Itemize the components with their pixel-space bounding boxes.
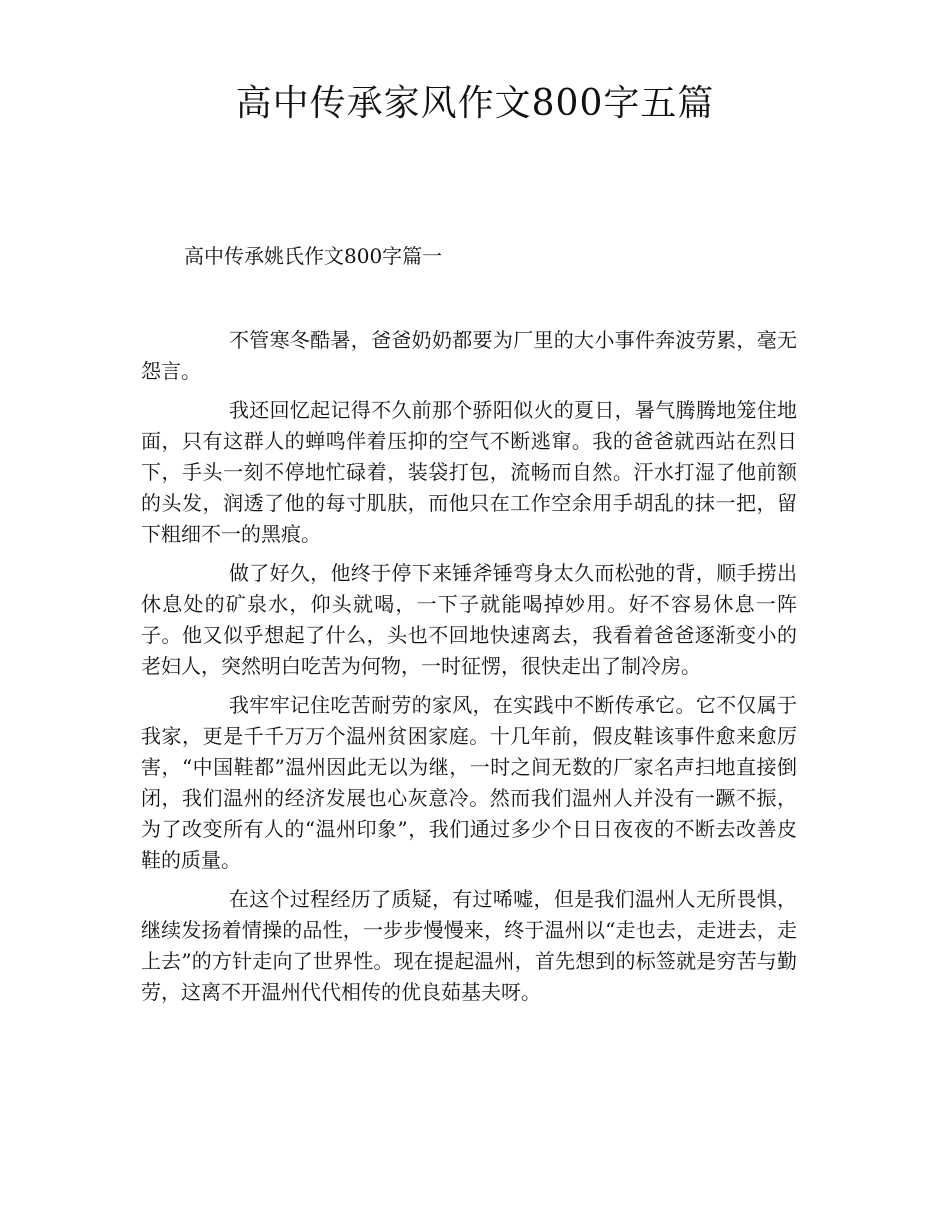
essay-paragraph-5: 在这个过程经历了质疑，有过唏嘘，但是我们温州人无所畏惧，继续发扬着情操的品性，一步步慢慢来，终于温州以“走也去，走进去，走上去”的方针走向了世界性。现在提起温州，首先想到的标签就是穷苦与勤劳，这离不开温州代代相传的优良茹基夫呀。	[141, 887, 797, 1004]
essay-paragraph-3: 做了好久，他终于停下来锤斧锤弯身太久而松弛的背，顺手捞出休息处的矿泉水，仰头就喝，一下子就能喝掉妙用。好不容易休息一阵子。他又似乎想起了什么，头也不回地快速离去，我看着爸爸逐渐变小的老妇人，突然明白吃苦为何物，一时征愣，很快走出了制冷房。	[141, 561, 797, 678]
essay-paragraph-1: 不管寒冬酷暑，爸爸奶奶都要为厂里的大小事件奔波劳累，毫无怨言。	[141, 328, 797, 383]
document-title: 高中传承家风作文800字五篇	[235, 83, 715, 124]
essay-body	[141, 325, 797, 1016]
essay-paragraph-4: 我牢牢记住吃苦耐劳的家风，在实践中不断传承它。它不仅属于我家，更是千千万万个温州贫困家庭。十几年前，假皮鞋该事件愈来愈厉害，“中国鞋都”温州因此无以为继，一时之间无数的厂家名声扫地直接倒闭，我们温州的经济发展也心灰意冷。然而我们温州人并没有一蹶不振，为了改变所有人的“温州印象”，我们通过多少个日日夜夜的不断去改善皮鞋的质量。	[141, 693, 797, 872]
section-heading: 高中传承姚氏作文800字篇一	[184, 244, 443, 268]
essay-paragraph-2: 我还回忆起记得不久前那个骄阳似火的夏日，暑气腾腾地笼住地面，只有这群人的蝉鸣伴着压抑的空气不断逃窜。我的爸爸就西站在烈日下，手头一刻不停地忙碌着，装袋打包，流畅而自然。汗水打湿了他前额的头发，润透了他的每寸肌肤，而他只在工作空余用手胡乱的抹一把，留下粗细不一的黑痕。	[141, 398, 797, 546]
